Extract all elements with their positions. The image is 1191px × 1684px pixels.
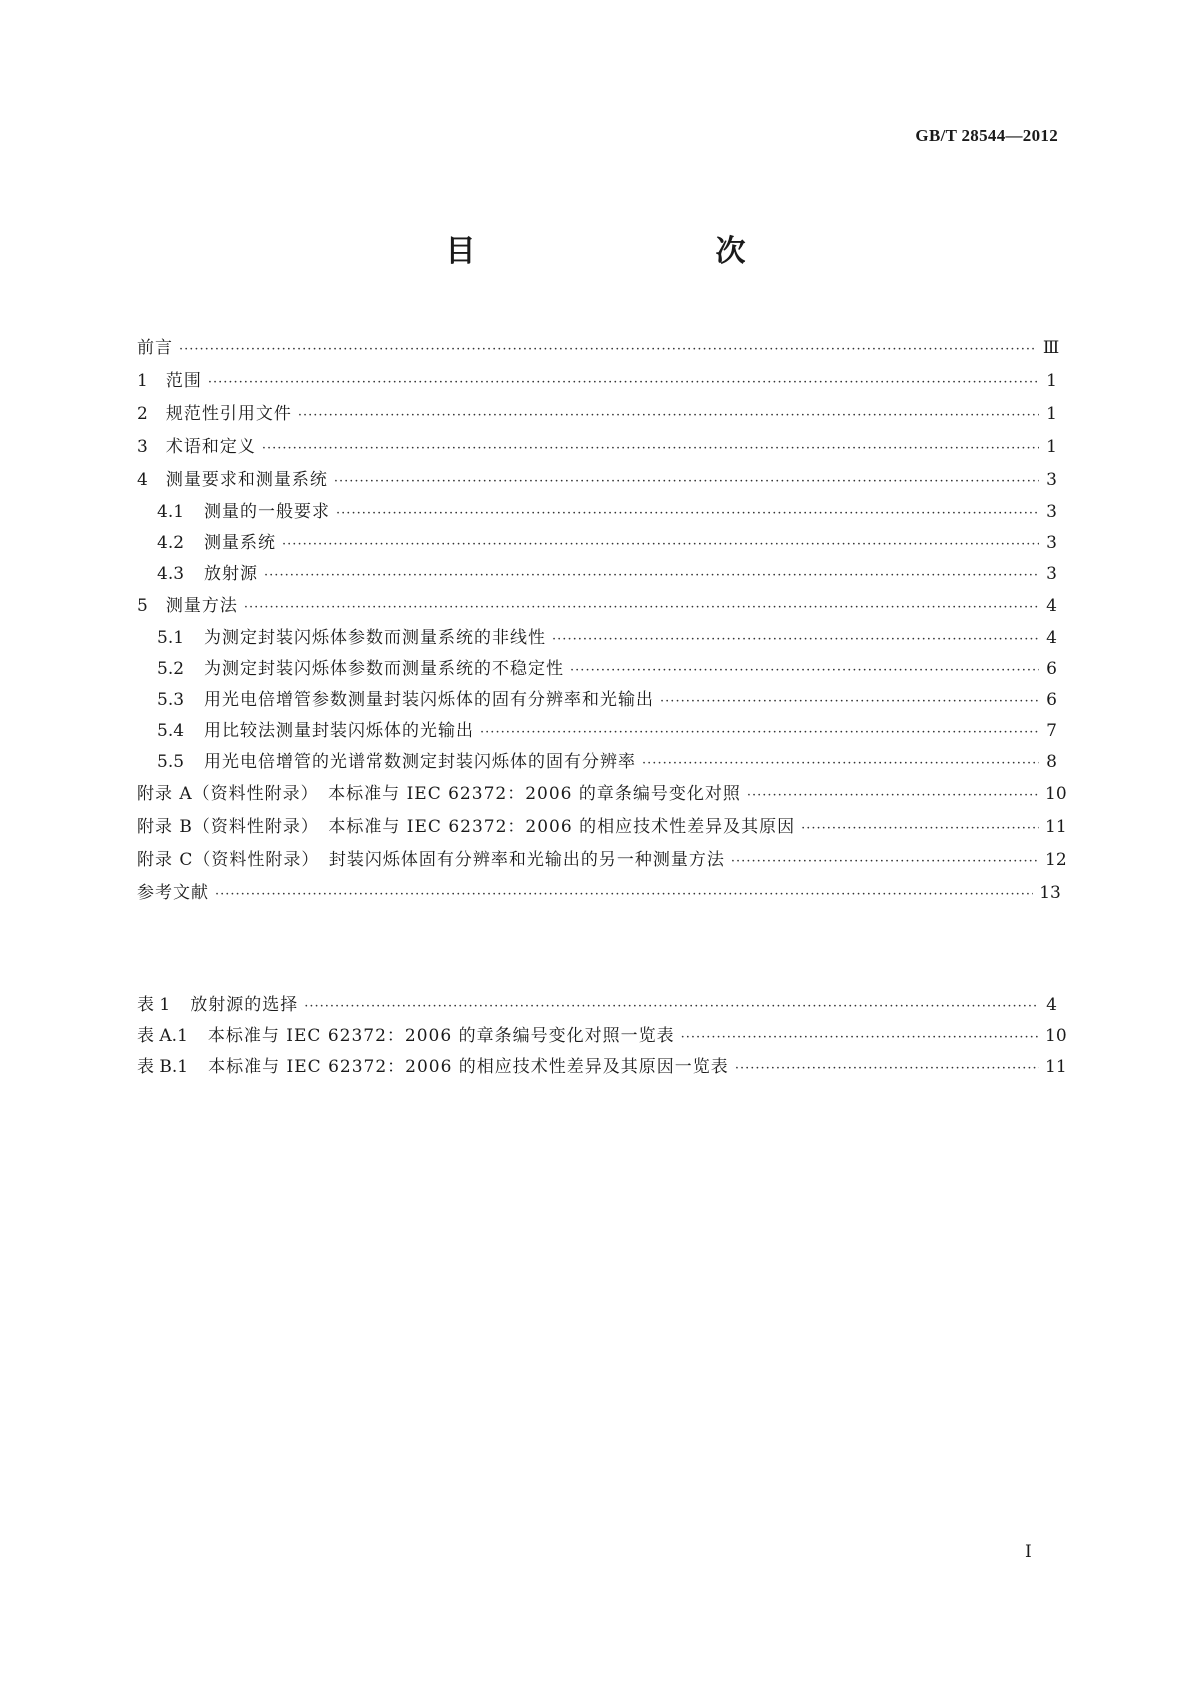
table-of-contents <box>137 332 1067 910</box>
toc-entry-4-1[interactable] <box>137 497 1057 528</box>
table-entry-page: 10 <box>1045 1026 1067 1046</box>
toc-entry-foreword[interactable] <box>137 332 1060 365</box>
toc-entry-label: 范围 <box>165 371 202 391</box>
toc-entry-page: 3 <box>1046 470 1057 490</box>
toc-entry-page: 3 <box>1046 533 1057 553</box>
table-entry-label: 本标准与 IEC 62372：2006 的相应技术性差异及其原因一览表 <box>208 1057 729 1077</box>
toc-entry-3[interactable] <box>137 431 1057 464</box>
toc-entry-page: 12 <box>1045 850 1067 870</box>
page-number: I <box>1025 1542 1032 1562</box>
toc-entry-label: 用比较法测量封装闪烁体的光输出 <box>204 721 475 741</box>
toc-entry-page: 4 <box>1046 628 1057 648</box>
toc-entry-number: 4.2 <box>157 533 185 553</box>
toc-entry-page: Ⅲ <box>1042 338 1060 358</box>
toc-entry-page: 3 <box>1046 502 1057 522</box>
standard-number: GB/T 28544—2012 <box>915 126 1058 145</box>
toc-entry-5[interactable] <box>137 590 1057 623</box>
toc-entry-5-1[interactable] <box>137 623 1057 654</box>
toc-entry-label: 用光电倍增管参数测量封装闪烁体的固有分辨率和光输出 <box>204 690 655 710</box>
dot-leader <box>336 498 1039 529</box>
toc-entry-number: 4 <box>137 470 148 490</box>
dot-leader <box>298 399 1039 432</box>
table-entry-label: 本标准与 IEC 62372：2006 的章条编号变化对照一览表 <box>207 1026 675 1046</box>
toc-entry-5-5[interactable] <box>137 747 1057 778</box>
toc-entry-annex-a[interactable] <box>137 778 1067 811</box>
table-entry-page: 11 <box>1045 1057 1067 1077</box>
dot-leader <box>552 624 1039 655</box>
dot-leader <box>244 591 1039 624</box>
toc-entry-number: 5.3 <box>157 690 185 710</box>
toc-entry-page: 6 <box>1046 659 1057 679</box>
toc-entry-label: 测量要求和测量系统 <box>165 470 328 490</box>
dot-leader <box>480 717 1039 748</box>
list-of-tables <box>137 990 1067 1083</box>
dot-leader <box>264 560 1039 591</box>
toc-entry-page: 7 <box>1046 721 1057 741</box>
toc-entry-number: 3 <box>137 437 148 457</box>
toc-entry-number: 5.4 <box>157 721 185 741</box>
dot-leader <box>262 432 1039 465</box>
toc-entry-page: 1 <box>1046 371 1057 391</box>
toc-entry-5-2[interactable] <box>137 654 1057 685</box>
table-entry-number: 表 A.1 <box>137 1026 188 1046</box>
toc-entry-number: 2 <box>137 404 148 424</box>
table-entry-a1[interactable] <box>137 1021 1067 1052</box>
dot-leader <box>304 991 1039 1022</box>
toc-entry-page: 4 <box>1046 596 1057 616</box>
toc-entry-number: 5 <box>137 596 148 616</box>
toc-entry-label: 参考文献 <box>137 883 209 903</box>
toc-entry-label: 为测定封装闪烁体参数而测量系统的不稳定性 <box>204 659 565 679</box>
toc-entry-page: 1 <box>1046 437 1057 457</box>
table-entry-1[interactable] <box>137 990 1057 1021</box>
page-title: 目 次 <box>445 234 806 269</box>
dot-leader <box>215 878 1033 911</box>
toc-entry-bibliography[interactable] <box>137 877 1061 910</box>
toc-entry-4-3[interactable] <box>137 559 1057 590</box>
toc-entry-label: 附录 A（资料性附录） 本标准与 IEC 62372：2006 的章条编号变化对照 <box>137 784 741 804</box>
toc-entry-page: 13 <box>1039 883 1061 903</box>
toc-entry-page: 8 <box>1046 752 1057 772</box>
toc-entry-page: 6 <box>1046 690 1057 710</box>
toc-entry-page: 1 <box>1046 404 1057 424</box>
toc-entry-5-4[interactable] <box>137 716 1057 747</box>
toc-entry-number: 5.2 <box>157 659 185 679</box>
dot-leader <box>282 529 1039 560</box>
toc-entry-annex-b[interactable] <box>137 811 1067 844</box>
toc-entry-label: 附录 B（资料性附录） 本标准与 IEC 62372：2006 的相应技术性差异及其原因 <box>137 817 796 837</box>
toc-entry-label: 规范性引用文件 <box>165 404 292 424</box>
toc-entry-2[interactable] <box>137 398 1057 431</box>
dot-leader <box>642 748 1039 779</box>
toc-entry-label: 测量方法 <box>165 596 238 616</box>
dot-leader <box>179 333 1037 366</box>
toc-entry-label: 测量的一般要求 <box>204 502 331 522</box>
toc-entry-label: 为测定封装闪烁体参数而测量系统的非线性 <box>204 628 547 648</box>
toc-entry-label: 术语和定义 <box>165 437 256 457</box>
toc-entry-label: 测量系统 <box>204 533 277 553</box>
dot-leader <box>570 655 1039 686</box>
table-entry-page: 4 <box>1046 995 1057 1015</box>
dot-leader <box>660 686 1039 717</box>
toc-entry-number: 5.1 <box>157 628 185 648</box>
table-entry-number: 表 1 <box>137 995 171 1015</box>
toc-entry-label: 用光电倍增管的光谱常数测定封装闪烁体的固有分辨率 <box>204 752 637 772</box>
table-entry-b1[interactable] <box>137 1052 1067 1083</box>
table-entry-label: 放射源的选择 <box>190 995 299 1015</box>
dot-leader <box>731 845 1039 878</box>
toc-entry-1[interactable] <box>137 365 1057 398</box>
dot-leader <box>801 812 1039 845</box>
toc-entry-4[interactable] <box>137 464 1057 497</box>
toc-entry-page: 11 <box>1045 817 1067 837</box>
toc-entry-4-2[interactable] <box>137 528 1057 559</box>
toc-entry-number: 5.5 <box>157 752 185 772</box>
toc-entry-number: 1 <box>137 371 148 391</box>
toc-entry-number: 4.3 <box>157 564 185 584</box>
toc-entry-5-3[interactable] <box>137 685 1057 716</box>
toc-entry-page: 3 <box>1046 564 1057 584</box>
dot-leader <box>747 779 1039 812</box>
dot-leader <box>334 465 1039 498</box>
dot-leader <box>735 1053 1039 1084</box>
toc-entry-annex-c[interactable] <box>137 844 1067 877</box>
toc-entry-label: 附录 C（资料性附录） 封装闪烁体固有分辨率和光输出的另一种测量方法 <box>137 850 725 870</box>
toc-entry-label: 前言 <box>137 338 173 358</box>
dot-leader <box>681 1022 1039 1053</box>
toc-entry-label: 放射源 <box>204 564 259 584</box>
table-entry-number: 表 B.1 <box>137 1057 189 1077</box>
dot-leader <box>208 366 1039 399</box>
toc-entry-number: 4.1 <box>157 502 185 522</box>
toc-entry-page: 10 <box>1045 784 1067 804</box>
